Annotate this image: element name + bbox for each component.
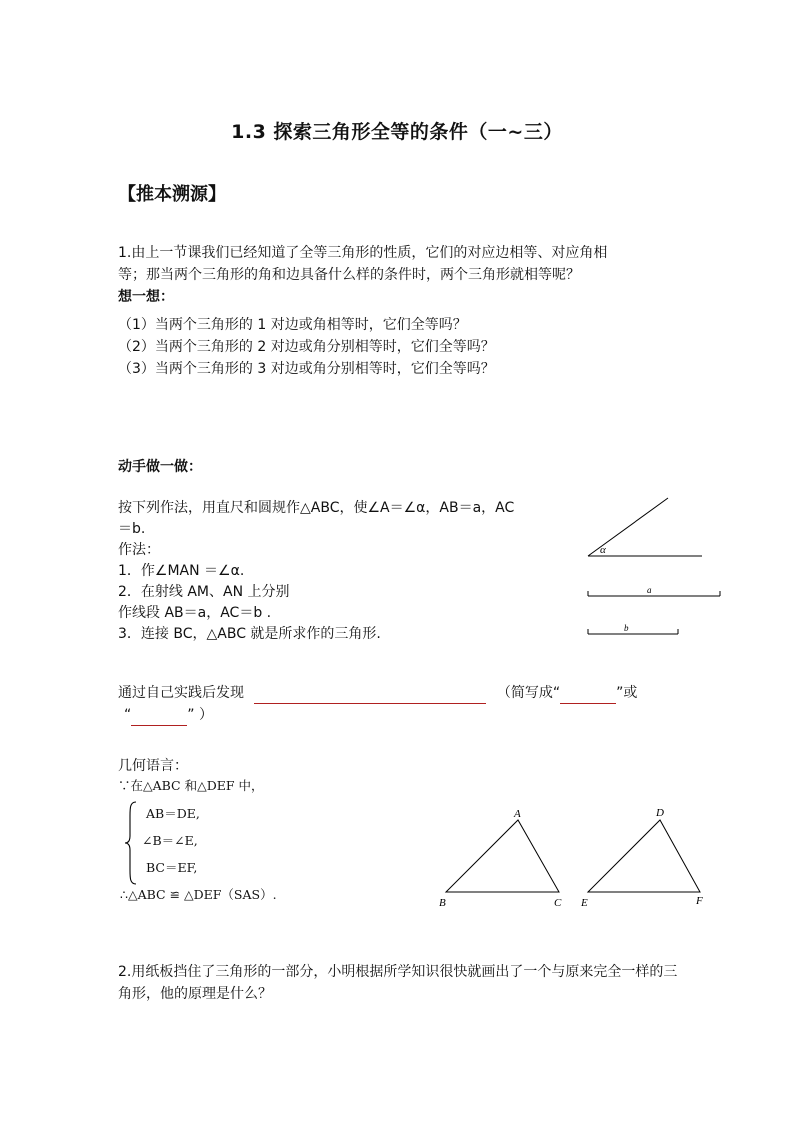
q1-text-line1: 1.由上一节课我们已经知道了全等三角形的性质，它们的对应边相等、对应角相 [118, 245, 608, 261]
discovery-prefix: 通过自己实践后发现 [118, 685, 244, 701]
instruction-line1: 按下列作法，用直尺和圆规作△ABC，使∠A＝∠α，AB＝a，AC [118, 500, 515, 516]
method-label: 作法： [118, 542, 160, 558]
abbreviation-blank-2[interactable] [131, 709, 187, 726]
conclusion: ∴△ABC ≌ △DEF（SAS）. [120, 887, 277, 902]
construction-figure [580, 490, 730, 650]
discovery-answer-blank[interactable] [254, 687, 486, 704]
condition-3: BC＝EF, [146, 860, 198, 875]
segment-a-label: a [647, 585, 652, 595]
q2-line2: 角形，他的原理是什么？ [118, 986, 272, 1002]
q1-item-2: （2）当两个三角形的 2 对边或角分别相等时，它们全等吗？ [118, 339, 495, 355]
vertex-f-label: F [696, 895, 703, 907]
discovery-line1 [118, 682, 637, 704]
because-line: ∵在△ABC 和△DEF 中， [118, 778, 264, 793]
condition-2: ∠B＝∠E, [142, 833, 198, 848]
discovery-line2 [124, 704, 213, 726]
step-1: 1．作∠MAN ＝∠α. [118, 563, 245, 579]
activity-label: 动手做一做： [118, 459, 202, 475]
discovery-or: ”或 [616, 685, 638, 701]
q1-text-line2: 等；那当两个三角形的角和边具备什么样的条件时，两个三角形就相等呢？ [118, 267, 580, 283]
vertex-b-label: B [439, 897, 446, 909]
step-2a: 2．在射线 AM、AN 上分别 [118, 584, 290, 600]
left-brace [124, 800, 140, 886]
angle-alpha-label: α [600, 544, 606, 556]
step-2b: 作线段 AB＝a，AC＝b . [118, 605, 272, 621]
q2-line1: 2.用纸板挡住了三角形的一部分，小明根据所学知识很快就画出了一个与原来完全一样的三 [118, 964, 678, 980]
congruent-triangles-figure [430, 800, 720, 915]
page-title: 1.3 探索三角形全等的条件（一~三） [231, 121, 563, 143]
section-heading: 【推本溯源】 [118, 184, 226, 205]
step-3: 3．连接 BC，△ABC 就是所求作的三角形. [118, 626, 381, 642]
vertex-e-label: E [581, 897, 588, 909]
geometry-language-label: 几何语言： [118, 758, 188, 774]
discovery-quote-open: “ [124, 707, 132, 723]
triangle-abc [446, 820, 559, 892]
think-label: 想一想： [118, 289, 174, 305]
discovery-quote-close: ” ） [187, 707, 213, 723]
vertex-a-label: A [514, 808, 521, 820]
abbreviation-blank-1[interactable] [560, 687, 616, 704]
instruction-line2: ＝b. [118, 521, 146, 537]
q1-item-1: （1）当两个三角形的 1 对边或角相等时，它们全等吗？ [118, 317, 467, 333]
q1-item-3: （3）当两个三角形的 3 对边或角分别相等时，它们全等吗？ [118, 361, 495, 377]
segment-b-label: b [624, 623, 629, 633]
triangle-def [588, 820, 700, 892]
condition-1: AB＝DE, [146, 806, 200, 821]
vertex-d-label: D [656, 807, 664, 819]
vertex-c-label: C [554, 897, 562, 909]
discovery-middle: （简写成“ [496, 685, 561, 701]
